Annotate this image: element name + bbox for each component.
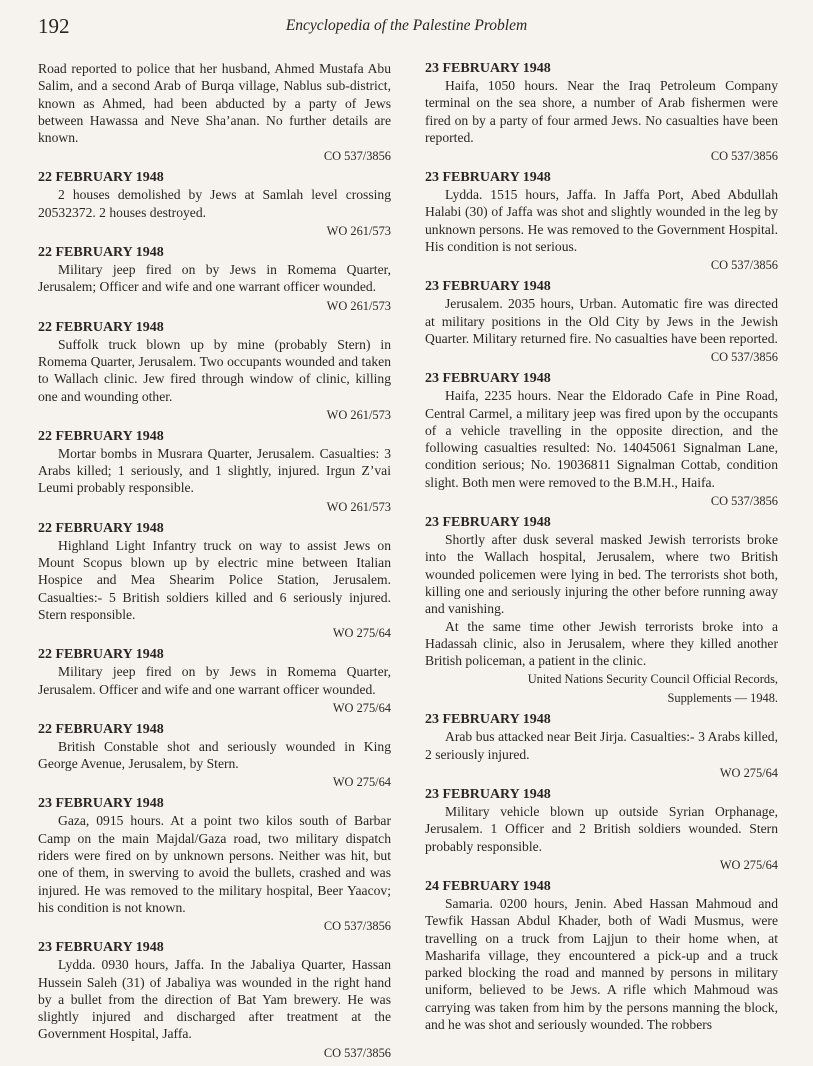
entry-date: 22 FEBRUARY 1948 bbox=[38, 428, 164, 444]
chronology-entry bbox=[38, 169, 391, 240]
left-column bbox=[38, 60, 391, 1066]
source-reference: WO 275/64 bbox=[332, 626, 391, 641]
chronology-entry bbox=[38, 795, 391, 935]
source-reference: Supplements — 1948. bbox=[667, 691, 778, 706]
chronology-entry bbox=[425, 878, 778, 1033]
entry-text: Road reported to police that her husband, Ahmed Mustafa Abu Salim, and a second Arab of Burqa village, Nablus sub-district, known as Ahmed, had been abducted by a party of Jews between Hawassa and Neve Sha’anan. No further details are known. bbox=[38, 61, 391, 146]
entry-text: Lydda. 1515 hours, Jaffa. In Jaffa Port, Abed Abdullah Halabi (30) of Jaffa was shot and slightly wounded in the leg by unknown persons. He was removed to the Government Hospital. His condition is not serious. bbox=[425, 187, 778, 255]
entry-text: Shortly after dusk several masked Jewish terrorists broke into the Wallach hospital, Jerusalem, where two British wounded policemen were lying in bed. The terrorists shot both, killing one and seriously injuring the other before running away and vanishing. bbox=[425, 532, 778, 617]
entry-text: At the same time other Jewish terrorists broke into a Hadassah clinic, also in Jerusalem, where they killed another British policeman, a patient in the clinic. bbox=[425, 618, 778, 669]
chronology-entry bbox=[425, 169, 778, 274]
entry-date: 23 FEBRUARY 1948 bbox=[425, 279, 551, 295]
source-reference: United Nations Security Council Official Records, bbox=[527, 672, 778, 687]
source-reference: CO 537/3856 bbox=[710, 258, 778, 273]
chronology-entry bbox=[425, 370, 778, 510]
source-reference: WO 275/64 bbox=[332, 700, 391, 715]
entry-date: 22 FEBRUARY 1948 bbox=[38, 520, 164, 536]
source-reference: WO 275/64 bbox=[719, 857, 778, 872]
entry-text: Mortar bombs in Musrara Quarter, Jerusalem. Casualties: 3 Arabs killed; 1 seriously, and 1 slightly, injured. Irgun Z’vai Leumi probably responsible. bbox=[38, 445, 391, 496]
chronology-entry bbox=[425, 60, 778, 165]
source-reference: WO 275/64 bbox=[719, 766, 778, 781]
source-reference: WO 261/573 bbox=[326, 298, 391, 313]
entry-text: 2 houses demolished by Jews at Samlah level crossing 20532372. 2 houses destroyed. bbox=[38, 187, 391, 220]
entry-date: 22 FEBRUARY 1948 bbox=[38, 721, 164, 737]
source-reference: CO 537/3856 bbox=[710, 494, 778, 509]
chronology-entry bbox=[38, 721, 391, 792]
source-reference: CO 537/3856 bbox=[710, 350, 778, 365]
entry-date: 23 FEBRUARY 1948 bbox=[425, 371, 551, 387]
source-reference: WO 261/573 bbox=[326, 224, 391, 239]
source-reference: CO 537/3856 bbox=[323, 1045, 391, 1060]
entry-date: 22 FEBRUARY 1948 bbox=[38, 647, 164, 663]
page-number: 192 bbox=[38, 14, 70, 38]
chronology-entry bbox=[38, 939, 391, 1061]
chronology-entry bbox=[38, 319, 391, 424]
chronology-entry bbox=[38, 60, 391, 165]
entry-text: Military vehicle blown up outside Syrian Orphanage, Jerusalem. 1 Officer and 2 British soldiers wounded. Stern probably responsible. bbox=[425, 804, 778, 854]
entry-date: 23 FEBRUARY 1948 bbox=[38, 940, 164, 956]
entry-text: Military jeep fired on by Jews in Romema Quarter, Jerusalem. Officer and wife and one warrant officer wounded. bbox=[38, 664, 391, 697]
running-title: Encyclopedia of the Palestine Problem bbox=[285, 17, 528, 34]
source-reference: CO 537/3856 bbox=[323, 149, 391, 164]
entry-date: 22 FEBRUARY 1948 bbox=[38, 319, 164, 335]
chronology-entry bbox=[425, 786, 778, 874]
chronology-entry bbox=[425, 278, 778, 366]
source-reference: WO 261/573 bbox=[326, 407, 391, 422]
chronology-entry bbox=[38, 646, 391, 717]
entry-date: 23 FEBRUARY 1948 bbox=[425, 515, 551, 531]
entry-text: Haifa, 1050 hours. Near the Iraq Petroleum Company terminal on the sea shore, a number of Arab fishermen were fired on by a party of four armed Jews. No casualties have been reported. bbox=[425, 78, 778, 145]
entry-date: 22 FEBRUARY 1948 bbox=[38, 245, 164, 261]
entry-text: Military jeep fired on by Jews in Romema Quarter, Jerusalem; Officer and wife and one warrant officer wounded. bbox=[38, 262, 391, 295]
right-column bbox=[425, 60, 778, 1037]
entry-date: 23 FEBRUARY 1948 bbox=[425, 787, 551, 803]
entry-text: Lydda. 0930 hours, Jaffa. In the Jabaliya Quarter, Hassan Hussein Saleh (31) of Jabaliya was wounded in the right hand by a bullet from the direction of Bat Yam brewery. He was slightly injured and discharged after treatment at the Government Hospital, Jaffa. bbox=[38, 957, 391, 1042]
source-reference: CO 537/3856 bbox=[710, 149, 778, 164]
chronology-entry bbox=[38, 520, 391, 642]
source-reference: WO 261/573 bbox=[326, 499, 391, 514]
entry-date: 22 FEBRUARY 1948 bbox=[38, 170, 164, 186]
entry-date: 23 FEBRUARY 1948 bbox=[425, 61, 551, 76]
chronology-entry bbox=[38, 244, 391, 315]
source-reference: WO 275/64 bbox=[332, 775, 391, 790]
chronology-entry bbox=[425, 514, 778, 707]
entry-text: Arab bus attacked near Beit Jirja. Casualties:- 3 Arabs killed, 2 seriously injured. bbox=[425, 729, 778, 762]
page-header bbox=[38, 14, 775, 44]
entry-text: Highland Light Infantry truck on way to assist Jews on Mount Scopus blown up by electric mine between Italian Hospice and Mea Shearim Police Station, Jerusalem. Casualties:- 5 British soldiers killed and 6 seriously injured. Stern responsible. bbox=[38, 537, 391, 622]
source-reference: CO 537/3856 bbox=[323, 919, 391, 934]
entry-date: 23 FEBRUARY 1948 bbox=[38, 796, 164, 812]
entry-text: Samaria. 0200 hours, Jenin. Abed Hassan Mahmoud and Tewfik Hassan Abdul Khader, both of Wadi Musmus, were travelling on a truck from Lajjun to their home when, at Masharifa village, they encountered a pick-up and a truck parked blocking the road and manned by persons in military uniform, believed to be Jews. A rifle which Mahmoud was carrying was taken from him by the persons manning the block, and he was shot and seriously wounded. The robbers bbox=[425, 895, 778, 1032]
entry-text: Gaza, 0915 hours. At a point two kilos south of Barbar Camp on the main Majdal/Gaza road, two military dispatch riders were fired on by unknown persons. Neither was hit, but one of them, in swerving to avoid the bullets, crashed and was injured. He was removed to the military hospital, Beer Yaacov; his condition is not known. bbox=[38, 813, 391, 915]
chronology-entry bbox=[38, 428, 391, 516]
entry-date: 24 FEBRUARY 1948 bbox=[425, 878, 551, 894]
entry-text: British Constable shot and seriously wounded in King George Avenue, Jerusalem, by Stern. bbox=[38, 738, 391, 772]
chronology-entry bbox=[425, 711, 778, 782]
entry-text: Haifa, 2235 hours. Near the Eldorado Cafe in Pine Road, Central Carmel, a military jeep was fired upon by the occupants of a vehicle travelling in the opposite direction, and the following casualties resulted: No. 14045061 Signalman Lane, condition serious; No. 19036811 Signalman Cottab, condition slight. Both men were removed to the B.M.H., Haifa. bbox=[425, 388, 778, 490]
entry-date: 23 FEBRUARY 1948 bbox=[425, 170, 551, 186]
entry-text: Jerusalem. 2035 hours, Urban. Automatic fire was directed at military positions in the Old City by Jews in the Jewish Quarter. Military returned fire. No casualties have been reported. bbox=[425, 296, 778, 346]
entry-date: 23 FEBRUARY 1948 bbox=[425, 712, 551, 728]
entry-text: Suffolk truck blown up by mine (probably Stern) in Romema Quarter, Jerusalem. Two occupants wounded and taken to Wallach clinic. Jew fired through window of clinic, killing one and wounding other. bbox=[38, 336, 391, 404]
